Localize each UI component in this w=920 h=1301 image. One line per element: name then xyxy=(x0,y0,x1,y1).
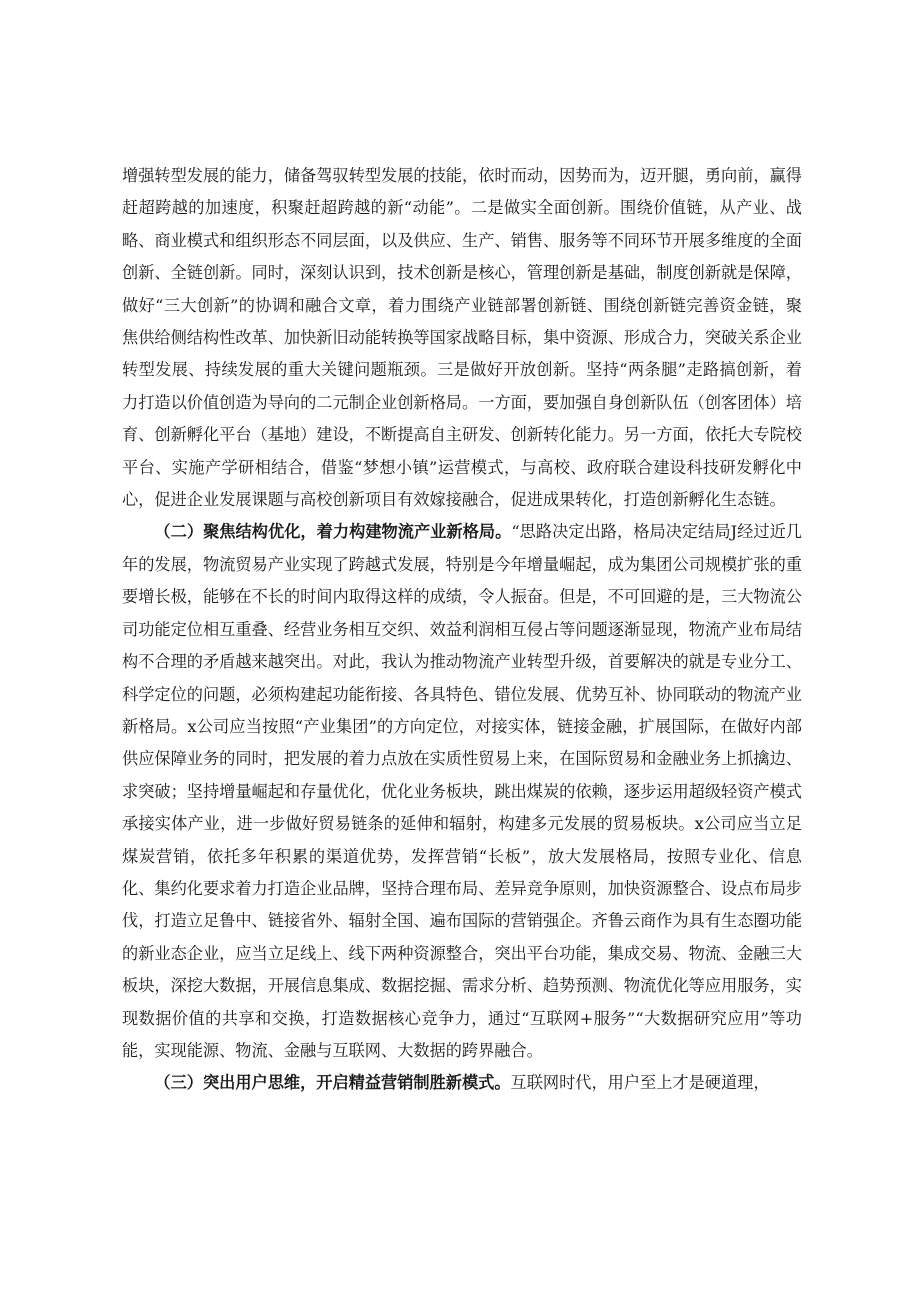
section-heading-2: （二）聚焦结构优化，着力构建物流产业新格局。 xyxy=(154,522,512,542)
document-body xyxy=(122,160,802,1100)
paragraph-marketing xyxy=(122,1067,802,1099)
paragraph-innovation xyxy=(122,160,802,516)
paragraph-body: 互联网时代，用户至上才是硬道理， xyxy=(510,1073,770,1093)
paragraph-body: “思路决定出路，格局决定结局J经过近几年的发展，物流贸易产业实现了跨越式发展，特别是今年增量崛起，成为集团公司规模扩张的重要增长极，能够在不长的时间内取得这样的成绩，令人振奋。但是，不可回避的是，三大物流公司功能定位相互重叠、经营业务相互交织、效益利润相互侵占等问题逐渐显现，物流产业布局结构不合理的矛盾越来越突出。对此，我认为推动物流产业转型升级，首要解决的就是专业分工、科学定位的问题，必须构建起功能衔接、各具特色、错位发展、优势互补、协同联动的物流产业新格局。x公司应当按照“产业集团”的方向定位，对接实体，链接金融，扩展国际，在做好内部供应保障业务的同时，把发展的着力点放在实质性贸易上来，在国际贸易和金融业务上抓擒边、求突破；坚持增量崛起和存量优化，优化业务板块，跳出煤炭的依赖，逐步运用超级轻资产模式承接实体产业，进一步做好贸易链条的延伸和辐射，构建多元发展的贸易板块。x公司应当立足煤炭营销，依托多年积累的渠道优势，发挥营销“长板”，放大发展格局，按照专业化、信息化、集约化要求着力打造企业品牌，坚持合理布局、差异竞争原则，加快资源整合、设点布局步伐，打造立足鲁中、链接省外、辐射全国、遍布国际的营销强企。齐鲁云商作为具有生态圈功能的新业态企业，应当立足线上、线下两种资源整合，突出平台功能，集成交易、物流、金融三大板块，深挖大数据，开展信息集成、数据挖掘、需求分析、趋势预测、物流优化等应用服务，实现数据价值的共享和交换，打造数据核心竞争力，通过“互联网+服务”“大数据研究应用”等功能，实现能源、物流、金融与互联网、大数据的跨界融合。 xyxy=(122,522,802,1060)
paragraph-body: 增强转型发展的能力，储备驾驭转型发展的技能，依时而动，因势而为，迈开腿，勇向前，赢得赶超跨越的加速度，积聚赶超跨越的新“动能”。二是做实全面创新。围绕价值链，从产业、战略、商业模式和组织形态不同层面，以及供应、生产、销售、服务等不同环节开展多维度的全面创新、全链创新。同时，深刻认识到，技术创新是核心，管理创新是基础，制度创新就是保障，做好“三大创新”的协调和融合文章，着力围绕产业链部署创新链、围绕创新链完善资金链，聚焦供给侧结构性改革、加快新旧动能转换等国家战略目标，集中资源、形成合力，突破关系企业转型发展、持续发展的重大关键问题瓶颈。三是做好开放创新。坚持“两条腿”走路搞创新，着力打造以价值创造为导向的二元制企业创新格局。一方面，要加强自身创新队伍（创客团体）培育、创新孵化平台（基地）建设，不断提高自主研发、创新转化能力。另一方面，依托大专院校平台、实施产学研相结合，借鉴“梦想小镇”运营模式，与高校、政府联合建设科技研发孵化中心，促进企业发展课题与高校创新项目有效嫁接融合，促进成果转化，打造创新孵化生态链。 xyxy=(122,166,802,510)
paragraph-logistics xyxy=(122,516,802,1067)
section-heading-3: （三）突出用户思维，开启精益营销制胜新模式。 xyxy=(154,1073,511,1093)
